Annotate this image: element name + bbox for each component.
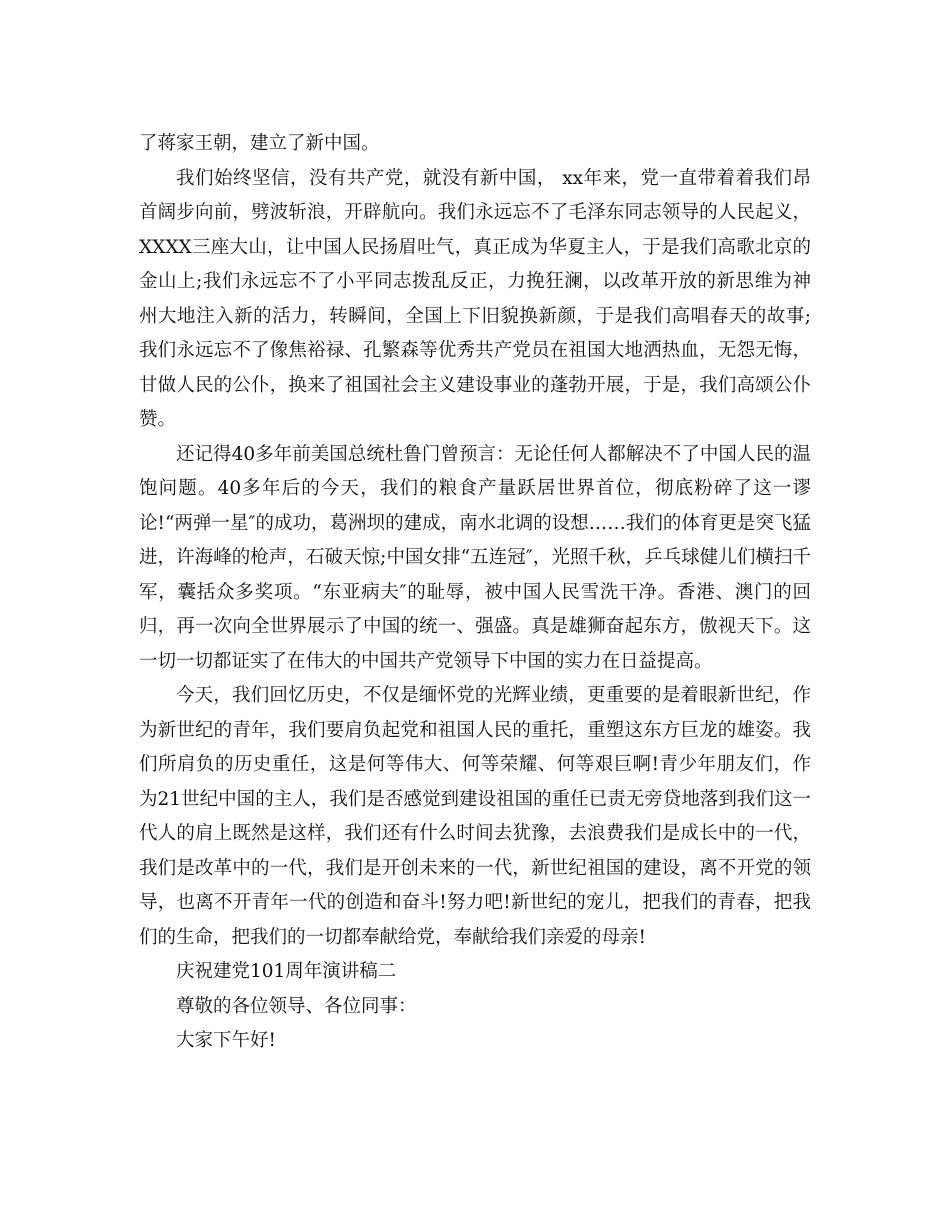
paragraph-continuation: 了蒋家王朝，建立了新中国。 xyxy=(139,133,380,154)
salutation: 尊敬的各位领导、各位同事： xyxy=(176,995,417,1017)
paragraph-achievements: 还记得40多年前美国总统杜鲁门曾预言：无论任何人都解决不了中国人民的温饱问题。40多年后的今天，我们的粮食产量跃居世界首位，彻底粉碎了这一谬论!“两弹一星″的成功，葛洲坝的建成，南水北调的设想……我们的体育更是突飞猛进，许海峰的枪声，石破天惊;中国女排“五连冠″，光照千秋，乒乓球健儿们横扫千军，囊括众多奖项。“东亚病夫″的耻辱，被中国人民雪洗干净。香港、澳门的回归，再一次向全世界展示了中国的统一、强盛。真是雄狮奋起东方，傲视天下。这一切一切都证实了在伟大的中国共产党领导下中国的实力在日益提高。 xyxy=(139,443,811,672)
paragraph-party-history: 我们始终坚信，没有共产党，就没有新中国， xx年来，党一直带着着我们昂首阔步向前，劈波斩浪，开辟航向。我们永远忘不了毛泽东同志领导的人民起义，XXXX三座大山，让中国人民扬眉吐气，真正成为华夏主人，于是我们高歌北京的金山上;我们永远忘不了小平同志拨乱反正，力挽狂澜，以改革开放的新思维为神州大地注入新的活力，转瞬间，全国上下旧貌换新颜，于是我们高唱春天的故事;我们永远忘不了像焦裕禄、孔繁森等优秀共产党员在祖国大地洒热血，无怨无悔，甘做人民的公仆，换来了祖国社会主义建设事业的蓬勃开展，于是，我们高颂公仆赞。 xyxy=(139,167,811,430)
speech-title: 庆祝建党101周年演讲稿二 xyxy=(176,961,397,982)
paragraph-new-century: 今天，我们回忆历史，不仅是缅怀党的光辉业绩，更重要的是着眼新世纪，作为新世纪的青年，我们要肩负起党和祖国人民的重托，重塑这东方巨龙的雄姿。我们所肩负的历史重任，这是何等伟大、何等荣耀、何等艰巨啊!青少年朋友们，作为21世纪中国的主人，我们是否感觉到建设祖国的重任已责无旁贷地落到我们这一代人的肩上既然是这样，我们还有什么时间去犹豫，去浪费我们是成长中的一代，我们是改革中的一代，我们是开创未来的一代，新世纪祖国的建设，离不开党的领导，也离不开青年一代的创造和奋斗!努力吧!新世纪的宠儿，把我们的青春，把我们的生命，把我们的一切都奉献给党，奉献给我们亲爱的母亲! xyxy=(139,685,812,948)
document-body xyxy=(139,127,811,1059)
greeting: 大家下午好! xyxy=(176,1030,276,1051)
